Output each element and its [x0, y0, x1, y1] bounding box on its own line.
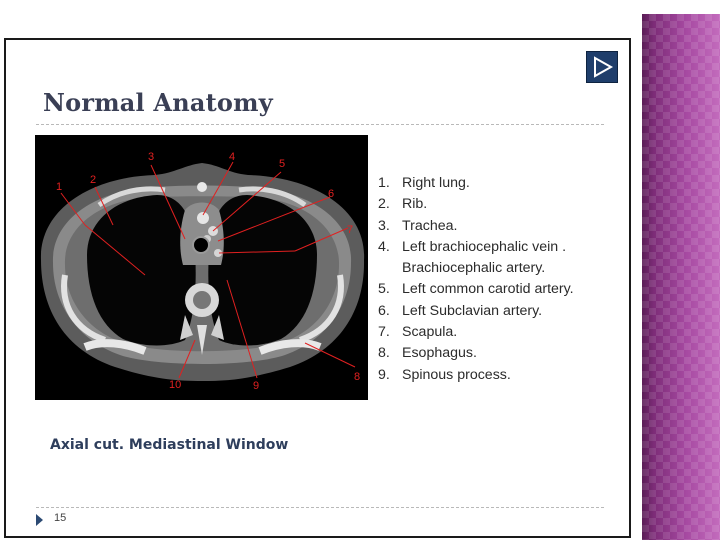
legend-text: Rib. [402, 196, 428, 213]
slide [4, 38, 631, 538]
legend-number: 4. [378, 238, 390, 255]
slide-title: Normal Anatomy [43, 88, 273, 117]
image-label: 3 [148, 151, 155, 163]
legend-text: Scapula. [402, 324, 458, 341]
legend-item [378, 237, 574, 280]
image-label: 8 [354, 371, 361, 383]
legend-number: 1. [378, 175, 390, 191]
legend-item [378, 343, 574, 364]
legend-item [378, 322, 574, 343]
legend-item [378, 301, 574, 322]
image-label: 2 [90, 174, 97, 186]
legend-number: 2. [378, 196, 390, 213]
legend-text: Right lung. [402, 175, 470, 191]
ct-image [35, 135, 368, 400]
footer-divider [36, 507, 604, 508]
legend-text: Trachea. [402, 217, 458, 234]
legend-item [378, 194, 574, 215]
anatomy-legend [378, 173, 574, 386]
next-slide-button[interactable] [586, 51, 618, 83]
image-label: 7 [347, 224, 354, 236]
legend-number: 8. [378, 345, 390, 362]
decorative-side-strip [642, 14, 720, 540]
legend-item [378, 216, 574, 237]
legend-number: 6. [378, 302, 390, 319]
legend-text: Left brachiocephalic vein . [402, 238, 567, 255]
image-label: 1 [56, 181, 63, 193]
legend-number: 5. [378, 281, 390, 298]
legend-text: Spinous process. [402, 366, 511, 383]
legend-item [378, 173, 574, 194]
legend-text-continued: Brachiocephalic artery. [402, 260, 546, 277]
legend-item [378, 365, 574, 386]
image-label: 9 [253, 380, 260, 392]
image-label: 6 [328, 188, 335, 200]
image-label: 10 [169, 379, 182, 391]
legend-text: Left Subclavian artery. [402, 302, 543, 319]
legend-number: 3. [378, 217, 390, 234]
legend-text: Esophagus. [402, 345, 477, 362]
image-caption: Axial cut. Mediastinal Window [50, 437, 289, 453]
image-label: 5 [279, 158, 286, 170]
image-label: 4 [229, 151, 236, 163]
legend-number: 9. [378, 366, 390, 383]
play-icon [587, 52, 617, 82]
legend-text: Left common carotid artery. [402, 281, 574, 298]
page-number: 15 [54, 512, 67, 524]
title-divider [36, 124, 604, 125]
legend-number: 7. [378, 324, 390, 341]
legend-item [378, 279, 574, 300]
triangle-bullet-icon [36, 514, 43, 526]
